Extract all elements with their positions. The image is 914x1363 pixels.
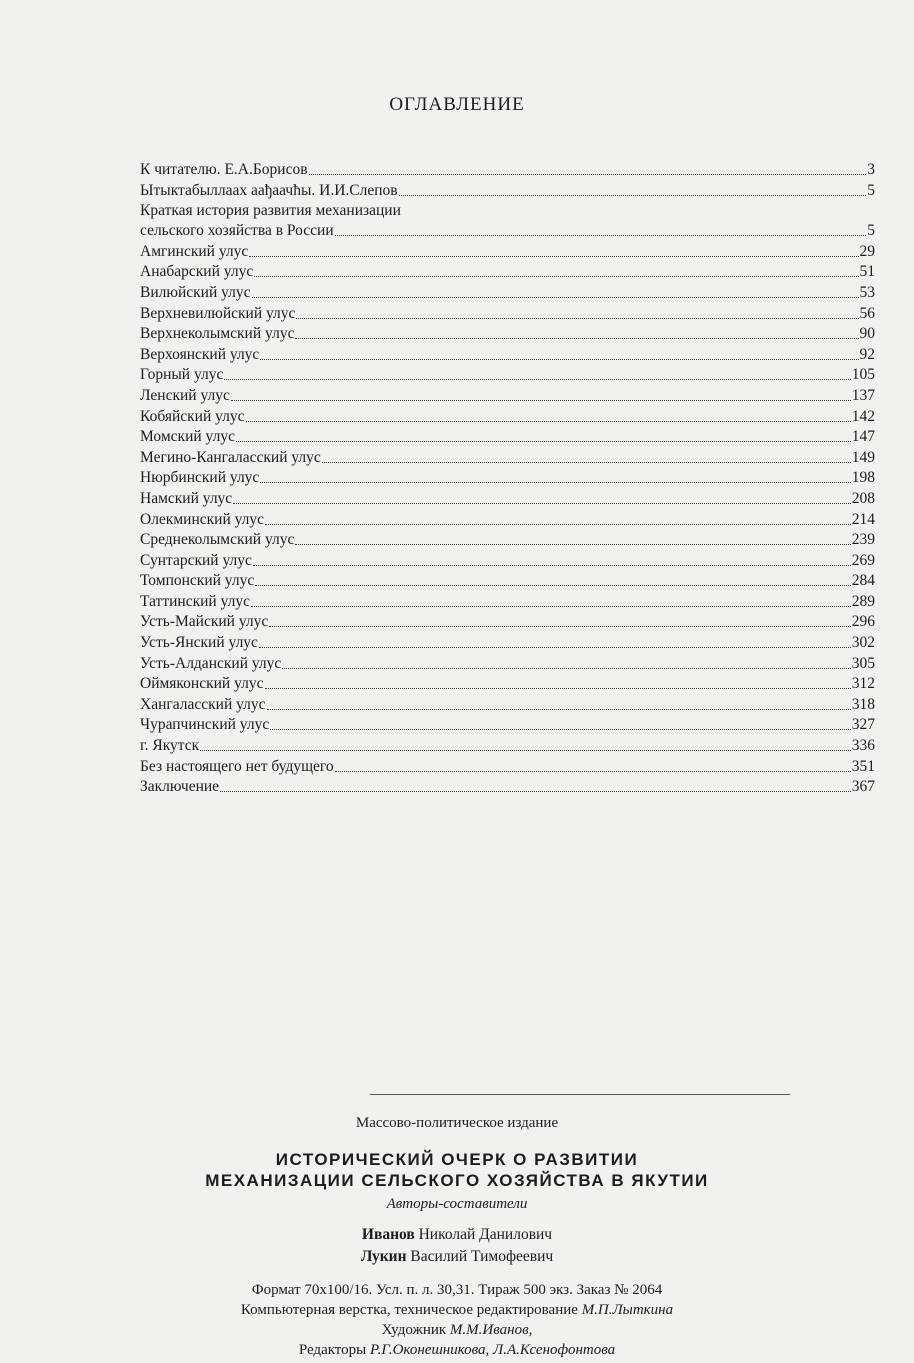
dot-leader	[260, 345, 858, 360]
toc-entry-label: Усть-Янский улус	[140, 634, 258, 652]
toc-entry-label: Горный улус	[140, 366, 224, 384]
toc-entry-page: 318	[851, 695, 875, 713]
editors-line	[0, 1340, 914, 1360]
layout-label: Компьютерная верстка, техническое редактирование	[240, 1302, 578, 1318]
toc-entry	[140, 736, 875, 757]
book-title-line1: ИСТОРИЧЕСКИЙ ОЧЕРК О РАЗВИТИИ	[275, 1150, 639, 1169]
toc-entry-label: сельского хозяйства в России	[140, 222, 334, 240]
dot-leader	[231, 386, 851, 401]
editors-label: Редакторы	[298, 1342, 367, 1358]
toc-entry-page: 142	[851, 407, 875, 425]
toc-entry	[140, 160, 875, 181]
toc-entry	[140, 530, 875, 551]
layout-line	[0, 1300, 914, 1320]
toc-entry-label: Усть-Майский улус	[140, 613, 269, 631]
toc-entry-page: 147	[851, 428, 875, 446]
editors-names: Р.Г.Оконешникова, Л.А.Ксенофонтова	[370, 1342, 616, 1358]
toc-entry	[140, 757, 875, 778]
toc-entry	[140, 777, 875, 798]
format-text: Формат 70x100/16. Усл. п. л. 30,31. Тираж 500 экз. Заказ № 2064	[251, 1282, 663, 1298]
toc-entry	[140, 468, 875, 489]
dot-leader	[224, 365, 850, 380]
dot-leader	[296, 304, 858, 319]
format-line	[0, 1280, 914, 1300]
toc-entry	[140, 654, 875, 675]
toc-entry-label-line1: Краткая история развития механизации	[140, 202, 401, 220]
toc-entry	[140, 283, 875, 304]
toc-entry-label: Заключение	[140, 778, 220, 796]
toc-entry-label: Намский улус	[140, 489, 233, 507]
dot-leader	[269, 612, 850, 627]
toc-entry-page: 105	[851, 366, 875, 384]
author-2-surname: Лукин	[360, 1248, 407, 1265]
toc-entry-page: 53	[859, 283, 875, 301]
toc-entry	[140, 612, 875, 633]
dot-leader	[295, 530, 850, 545]
dot-leader	[399, 181, 867, 196]
toc-entry-page: 56	[859, 304, 875, 322]
toc-entry-page: 327	[851, 716, 875, 734]
dot-leader	[309, 160, 867, 175]
toc-entry-label: Чурапчинский улус	[140, 716, 270, 734]
dot-leader	[200, 736, 851, 751]
toc-entry-page: 312	[851, 675, 875, 693]
toc-entry	[140, 345, 875, 366]
toc-entry-label: Хангаласский улус	[140, 695, 266, 713]
toc-entry	[140, 571, 875, 592]
toc-entry-label: г. Якутск	[140, 737, 200, 755]
toc-entry-label: Олекминский улус	[140, 510, 265, 528]
toc-entry-label: К читателю. Е.А.Борисов	[140, 161, 308, 178]
toc-entry-page: 351	[851, 757, 875, 775]
toc-entry-page: 289	[851, 592, 875, 610]
toc-entry-label: Кобяйский улус	[140, 407, 245, 425]
dot-leader	[265, 510, 851, 525]
dot-leader	[259, 633, 851, 648]
toc-entry-page: 284	[851, 572, 875, 590]
toc-entry-page: 336	[851, 737, 875, 755]
toc-entry	[140, 510, 875, 531]
toc-entry-label: Усть-Алданский улус	[140, 654, 282, 672]
author-2	[0, 1248, 914, 1266]
toc-entry-page: 239	[851, 531, 875, 549]
dot-leader	[282, 654, 850, 669]
toc-entry-label: Верхневилюйский улус	[140, 304, 296, 322]
author-1-surname: Иванов	[361, 1226, 415, 1243]
toc-entry	[140, 674, 875, 695]
dot-leader	[246, 407, 851, 422]
toc-entry-page: 305	[851, 654, 875, 672]
toc-entry-page: 302	[851, 634, 875, 652]
toc-entry-page: 92	[859, 345, 875, 363]
dot-leader	[335, 757, 851, 772]
dot-leader	[249, 242, 858, 257]
toc-entry	[140, 324, 875, 345]
dot-leader	[253, 551, 851, 566]
dot-leader	[255, 571, 851, 586]
toc-entry	[140, 386, 875, 407]
edition-type: Массово-политическое издание	[355, 1115, 559, 1131]
toc-entry-page: 3	[867, 161, 875, 178]
toc-entry	[140, 427, 875, 448]
toc-entry-label: Нюрбинский улус	[140, 469, 260, 487]
toc-entry-page: 29	[859, 242, 875, 260]
dot-leader	[254, 262, 858, 277]
dot-leader	[335, 221, 867, 236]
toc-entry-label: Мегино-Кангаласский улус	[140, 448, 321, 466]
toc-entry	[140, 181, 875, 202]
toc-entry-page: 137	[851, 386, 875, 404]
toc-entry-label: Оймяконский улус	[140, 675, 264, 693]
toc-entry-page: 269	[851, 551, 875, 569]
toc-entry	[140, 407, 875, 428]
toc-entry-label: Вилюйский улус	[140, 283, 251, 301]
toc-entry-page: 214	[851, 510, 875, 528]
toc-entry-label: Ленский улус	[140, 386, 230, 404]
toc-entry	[140, 715, 875, 736]
toc-entry-label: Таттинский улус	[140, 592, 251, 610]
artist-label: Художник	[381, 1322, 447, 1338]
dot-leader	[270, 715, 851, 730]
toc-entry	[140, 304, 875, 325]
toc-entry-page: 208	[851, 489, 875, 507]
toc-entry-label: Томпонский улус	[140, 572, 255, 590]
toc-entry	[140, 242, 875, 263]
author-1-name: Николай Данилович	[418, 1226, 553, 1243]
dot-leader	[260, 468, 850, 483]
author-2-name: Василий Тимофеевич	[410, 1248, 554, 1265]
dot-leader	[265, 674, 851, 689]
toc-entry	[140, 448, 875, 469]
toc-entry-page: 5	[867, 222, 875, 240]
divider-top	[370, 1094, 790, 1095]
author-1	[0, 1226, 914, 1244]
toc-entry-page: 367	[851, 778, 875, 796]
book-title-line2: МЕХАНИЗАЦИИ СЕЛЬСКОГО ХОЗЯЙСТВА В ЯКУТИИ	[205, 1171, 709, 1190]
toc-entry	[140, 551, 875, 572]
toc-entry-page: 198	[851, 469, 875, 487]
toc-entry-page: 296	[851, 613, 875, 631]
toc-entry-label: Верхнеколымский улус	[140, 325, 295, 343]
toc-entry	[140, 221, 875, 242]
toc-entry-label: Верхоянский улус	[140, 345, 260, 363]
artist-line	[0, 1320, 914, 1340]
toc-entry-page: 90	[859, 325, 875, 343]
toc-entry-label: Амгинский улус	[140, 242, 249, 260]
dot-leader	[295, 324, 858, 339]
toc-entry-label: Анабарский улус	[140, 263, 254, 281]
toc-entry	[140, 633, 875, 654]
dot-leader	[252, 283, 859, 298]
book-title	[0, 1149, 914, 1191]
artist-name: М.М.Иванов,	[449, 1322, 533, 1338]
toc-entry	[140, 695, 875, 716]
toc-entry	[140, 365, 875, 386]
dot-leader	[251, 592, 851, 607]
dot-leader	[233, 489, 851, 504]
toc-title: ОГЛАВЛЕНИЕ	[389, 94, 525, 115]
dot-leader	[322, 448, 851, 463]
toc-entry-page: 149	[851, 448, 875, 466]
table-of-contents	[140, 160, 875, 798]
toc-entry-label: Момский улус	[140, 428, 235, 446]
toc-entry	[140, 592, 875, 613]
dot-leader	[236, 427, 851, 442]
dot-leader	[267, 695, 851, 710]
toc-entry-label: Среднеколымский улус	[140, 531, 295, 549]
toc-entry-page: 51	[859, 263, 875, 281]
layout-name: М.П.Лыткина	[581, 1302, 674, 1318]
toc-entry	[140, 489, 875, 510]
toc-entry	[140, 262, 875, 283]
authors-label: Авторы-составители	[386, 1196, 528, 1212]
dot-leader	[220, 777, 851, 792]
toc-entry-label: Сунтарский улус	[140, 551, 252, 569]
toc-entry-page: 5	[867, 181, 875, 199]
toc-entry-label: Без настоящего нет будущего	[140, 757, 334, 775]
toc-entry-label: Ытыктабыллаах аађаачћы. И.И.Слепов	[140, 181, 398, 199]
